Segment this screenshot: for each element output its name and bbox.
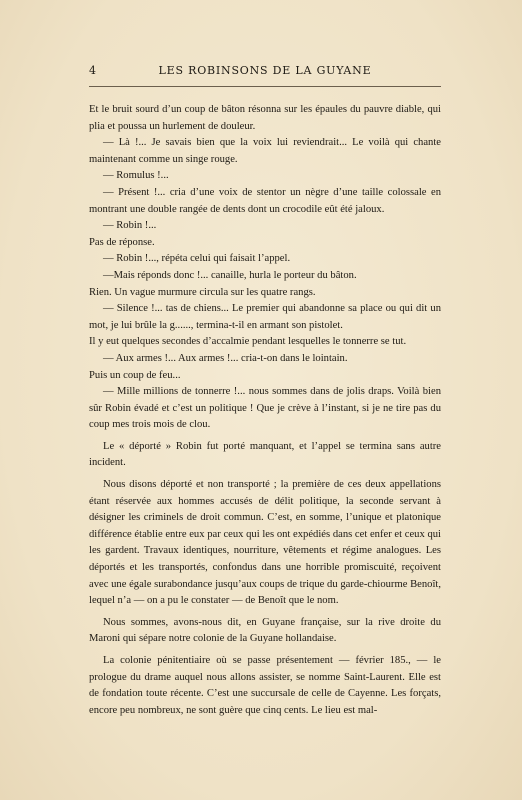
paragraph: Il y eut quelques secondes d’accalmie pendant lesquelles le tonnerre se tut. [89,336,407,348]
paragraph: — Mille millions de tonnerre !... nous sommes dans de jolis draps. Voilà bien sûr Robin évadé et c’est un politique ! Que je crève à l’instant, si je ne tire pas du coup mes trois mois de clou. [89,386,441,431]
paragraph: — Robin !..., répéta celui qui faisait l’appel. [103,253,291,265]
paragraph: — Là !... Je savais bien que la voix lui reviendrait... Le voilà qui chante maintenant comme un singe rouge. [89,137,441,165]
header-rule [89,86,441,87]
page-body [89,102,441,719]
paragraph: — Présent !... cria d’une voix de stentor un nègre d’une taille colossale en montrant une double rangée de dents dont un crocodile eût été jaloux. [89,186,441,215]
paragraph: —Mais réponds donc !... canaille, hurla le porteur du bâton. [103,269,357,281]
page-number: 4 [89,64,97,77]
paragraph: Pas de réponse. [89,236,155,248]
paragraph: Puis un coup de feu... [89,369,181,381]
running-title: LES ROBINSONS DE LA GUYANE [158,64,372,77]
paragraph: La colonie pénitentiaire où se passe présentement — février 185., — le prologue du drame auquel nous allons assister, se nomme Saint-Laurent. Elle est de fondation toute récente. C’est une succursale de celle de Cayenne. Les forçats, encore peu nombreux, ne sont guère que cinq cents. Le lieu est mal- [89,655,441,716]
paragraph: Et le bruit sourd d’un coup de bâton résonna sur les épaules du pauvre diable, qui plia et poussa un hurlement de douleur. [89,104,441,132]
paragraph: — Robin !... [103,220,157,232]
paragraph: Le « déporté » Robin fut porté manquant, et l’appel se termina sans autre incident. [89,440,441,469]
paragraph: Nous sommes, avons-nous dit, en Guyane française, sur la rive droite du Maroni qui sépare notre colonie de la Guyane hollandaise. [89,616,441,645]
paragraph: — Silence !... tas de chiens... Le premier qui abandonne sa place ou qui dit un mot, je lui brûle la g......, termina-t-il en armant son pistolet. [89,303,441,331]
paragraph: Rien. Un vague murmure circula sur les quatre rangs. [89,286,316,298]
paragraph: Nous disons déporté et non transporté ; la première de ces deux appellations étant réservée aux hommes accusés de délit politique, la seconde servant à désigner les criminels de droit commun. C’est, en somme, l’unique et platonique différence établie entre eux par ceux qui les ont expédiés dans cet enfer et ceux qui les gardent. Travaux identiques, nourriture, vêtements et régime analogues. Les déportés et les transportés, confondus dans une horrible promiscuité, reçoivent avec une égale surabondance jusqu’aux coups de trique du garde-chiourme Benoît, lequel n’a — on a pu le constater — de Benoît que le nom. [89,479,441,607]
paragraph: — Romulus !... [103,170,169,182]
paragraph: — Aux armes !... Aux armes !... cria-t-on dans le lointain. [103,352,348,364]
